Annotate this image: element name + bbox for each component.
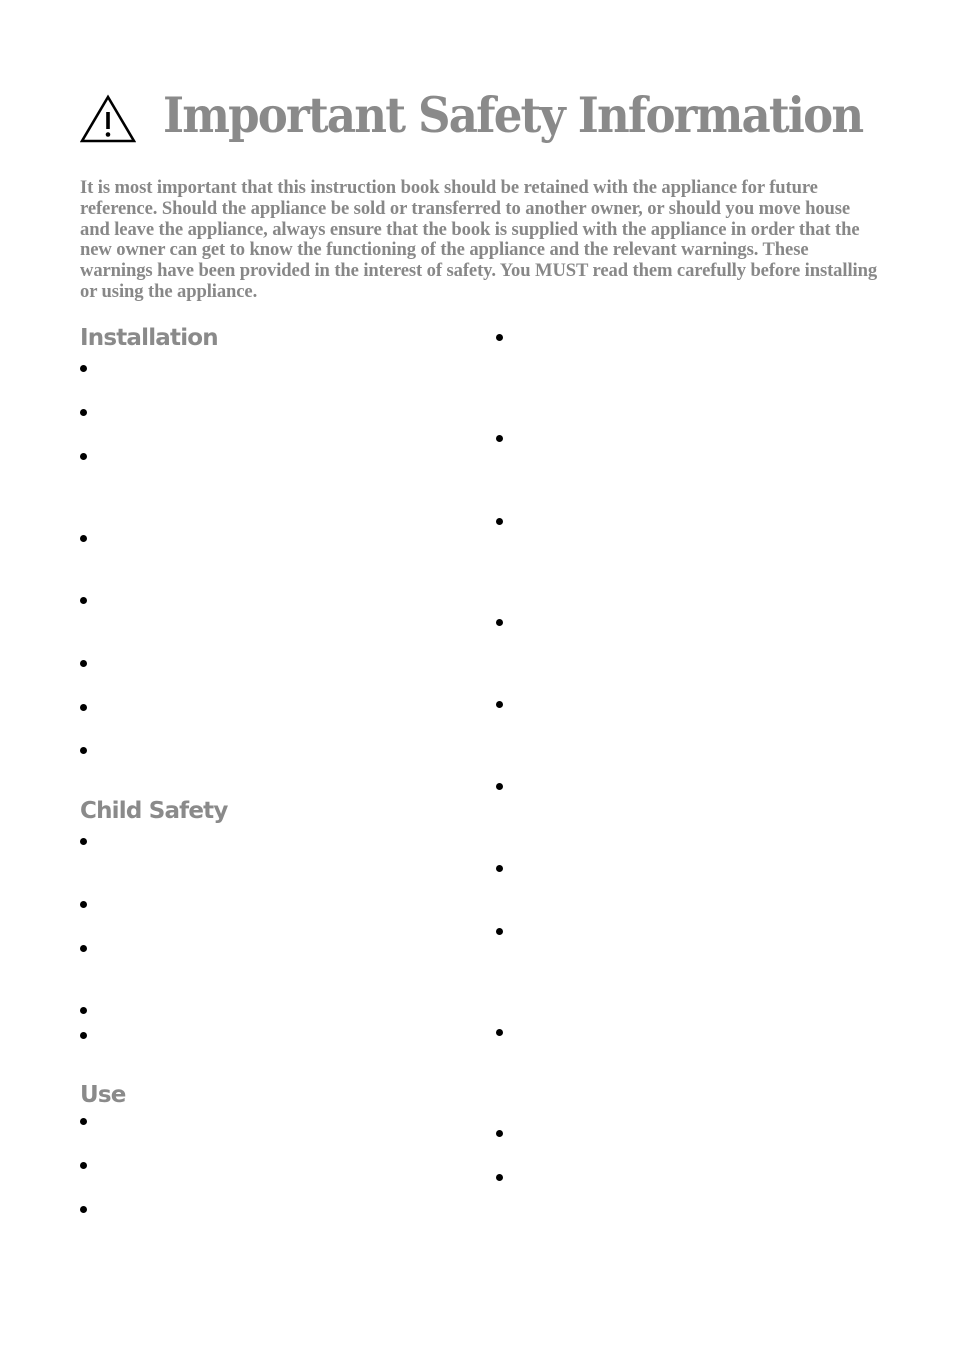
list-item	[80, 597, 87, 604]
list-item	[80, 535, 87, 542]
list-item	[496, 1130, 503, 1137]
list-item	[80, 1032, 87, 1039]
list-item	[496, 865, 503, 872]
list-item	[80, 945, 87, 952]
warning-triangle-icon	[80, 94, 136, 144]
list-item	[80, 1206, 87, 1213]
section-heading-use: Use	[80, 1082, 126, 1108]
list-item	[496, 435, 503, 442]
list-item	[496, 619, 503, 626]
list-item	[80, 1118, 87, 1125]
list-item	[80, 453, 87, 460]
list-item	[80, 660, 87, 667]
list-item	[496, 334, 503, 341]
list-item	[80, 838, 87, 845]
list-item	[80, 747, 87, 754]
intro-paragraph: It is most important that this instruction book should be retained with the appliance for future reference. Should the appliance be sold or transferred to another owner, or should you move house and leave the appliance, always ensure that the book is supplied with the appliance in order that the new owner can get to know the functioning of the appliance and the relevant warnings. These warnings have been provided in the interest of safety. You MUST read them carefully before installing or using the appliance.	[80, 177, 878, 302]
list-item	[496, 1029, 503, 1036]
list-item	[80, 409, 87, 416]
section-heading-child-safety: Child Safety	[80, 798, 228, 824]
list-item	[496, 783, 503, 790]
list-item	[80, 1007, 87, 1014]
list-item	[496, 701, 503, 708]
section-heading-installation: Installation	[80, 325, 218, 351]
list-item	[80, 901, 87, 908]
list-item	[496, 928, 503, 935]
list-item	[80, 365, 87, 372]
list-item	[80, 1162, 87, 1169]
title-row	[80, 84, 136, 150]
page-title: Important Safety Information	[163, 86, 863, 144]
list-item	[496, 518, 503, 525]
list-item	[80, 704, 87, 711]
list-item	[496, 1174, 503, 1181]
